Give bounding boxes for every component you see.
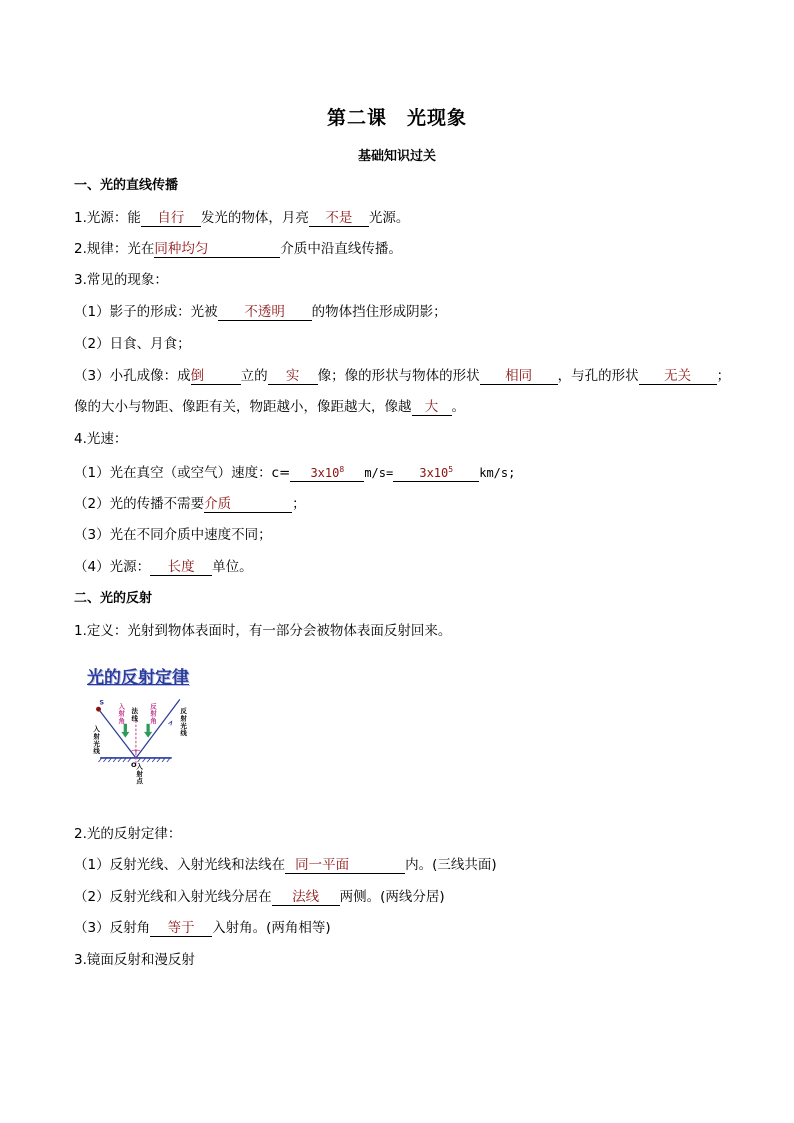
- line-speed: 4.光速：: [74, 431, 128, 447]
- light-source-point: [96, 707, 101, 712]
- answer-blank: [393, 462, 479, 482]
- text: 1.光源：能: [74, 210, 141, 226]
- green-arrow-shaft: [146, 724, 149, 732]
- green-arrow-right-icon: [144, 732, 152, 738]
- answer-blank: 法线: [272, 889, 340, 906]
- answer-blank: 实: [268, 368, 318, 385]
- text: 像；像的形状与物体的形状: [317, 368, 480, 384]
- answer-blank: 不透明: [218, 304, 312, 321]
- green-arrow-shaft: [124, 724, 127, 732]
- answer-blank: 大: [412, 399, 452, 416]
- answer-exponent: 5: [448, 465, 454, 474]
- o-label: O: [131, 760, 137, 769]
- answer-blank: 介质: [204, 496, 292, 513]
- line-medium: [74, 494, 306, 514]
- text: 两侧。(两线分居): [339, 889, 445, 905]
- text: 。: [451, 399, 465, 415]
- answer-text: 3x10: [419, 466, 449, 480]
- line-shadow: [74, 302, 447, 322]
- text: 发光的物体，月亮: [200, 210, 309, 226]
- text: （1）影子的形成：光被: [74, 304, 218, 320]
- text: 像的大小与物距、像距有关，物距越小，像距越大，像越: [74, 399, 412, 415]
- text: （3）小孔成像：成: [74, 368, 191, 384]
- section-heading-2: 二、光的反射: [74, 591, 153, 606]
- answer-blank: [290, 462, 364, 482]
- s-label: S: [99, 698, 105, 707]
- line-image-size: [74, 397, 465, 417]
- answer-exponent: 8: [339, 465, 345, 474]
- line-equal-angles: [74, 918, 331, 938]
- answer-blank: 相同: [480, 368, 558, 385]
- section-heading-1: 一、光的直线传播: [74, 178, 179, 193]
- answer-blank: 倒: [191, 368, 241, 385]
- reflected-arrow-icon: [168, 721, 171, 725]
- text: 单位。: [212, 559, 253, 575]
- answer-blank: 不是: [309, 210, 369, 227]
- text: （3）反射角: [74, 920, 151, 936]
- text: （1）光在真空（或空气）速度：c=: [74, 465, 291, 481]
- line-phenomena: 3.常见的现象：: [74, 272, 168, 288]
- line-opposite-sides: [74, 887, 445, 907]
- line-eclipse: （2）日食、月食；: [74, 336, 191, 352]
- line-different-speed: （3）光在不同介质中速度不同；: [74, 527, 272, 543]
- normal-label: 法线: [130, 707, 139, 723]
- text: （2）反射光线和入射光线分居在: [74, 889, 272, 905]
- reflection-diagram: [78, 688, 228, 810]
- line-reflection-law: 2.光的反射定律：: [74, 826, 182, 842]
- text: 内。(三线共面): [405, 857, 497, 873]
- reflect-angle-label: 反射角: [149, 702, 157, 725]
- text: ；: [292, 496, 306, 512]
- text: 2.规律：光在: [74, 241, 155, 257]
- text: m/s=: [364, 466, 394, 480]
- text: （1）反射光线、入射光线和法线在: [74, 857, 286, 873]
- line-speed-value: [74, 462, 515, 483]
- text: 入射角。(两角相等): [212, 920, 331, 936]
- text: ，与孔的形状: [557, 368, 639, 384]
- text: km/s;: [479, 466, 516, 480]
- reflected-ray-label: 反射光线: [179, 707, 188, 737]
- text: （4）光源：: [74, 559, 151, 575]
- answer-blank: 等于: [150, 920, 212, 937]
- answer-blank: 无关: [639, 368, 717, 385]
- incident-point-label: 入射点: [135, 762, 144, 785]
- line-mirror-diffuse: 3.镜面反射和漫反射: [74, 952, 195, 968]
- reflected-ray: [136, 699, 180, 758]
- line-light-year: [74, 557, 253, 577]
- line-light-source: [74, 208, 409, 228]
- page-title: 第二课 光现象: [326, 107, 467, 129]
- page-subtitle: 基础知识过关: [357, 149, 436, 164]
- line-coplanar: [74, 855, 497, 875]
- text: 立的: [240, 368, 268, 384]
- answer-blank: 同种均匀: [154, 241, 280, 258]
- answer-blank: 自行: [141, 210, 201, 227]
- text: （2）光的传播不需要: [74, 496, 205, 512]
- text: ；: [716, 368, 731, 384]
- line-definition: 1.定义：光射到物体表面时，有一部分会被物体表面反射回来。: [74, 623, 452, 639]
- text: 介质中沿直线传播。: [280, 241, 402, 257]
- line-rule: [74, 239, 402, 259]
- text: 的物体挡住形成阴影；: [311, 304, 447, 320]
- answer-blank: 长度: [150, 559, 212, 576]
- text: 光源。: [368, 210, 410, 226]
- answer-text: 3x10: [310, 466, 340, 480]
- answer-blank: 同一平面: [285, 857, 405, 874]
- incident-ray-label: 入射光线: [92, 725, 101, 755]
- line-pinhole: [74, 366, 730, 386]
- diagram-title: 光的反射定律: [87, 668, 189, 688]
- incident-angle-label: 入射角: [117, 702, 126, 725]
- green-arrow-left-icon: [121, 732, 129, 738]
